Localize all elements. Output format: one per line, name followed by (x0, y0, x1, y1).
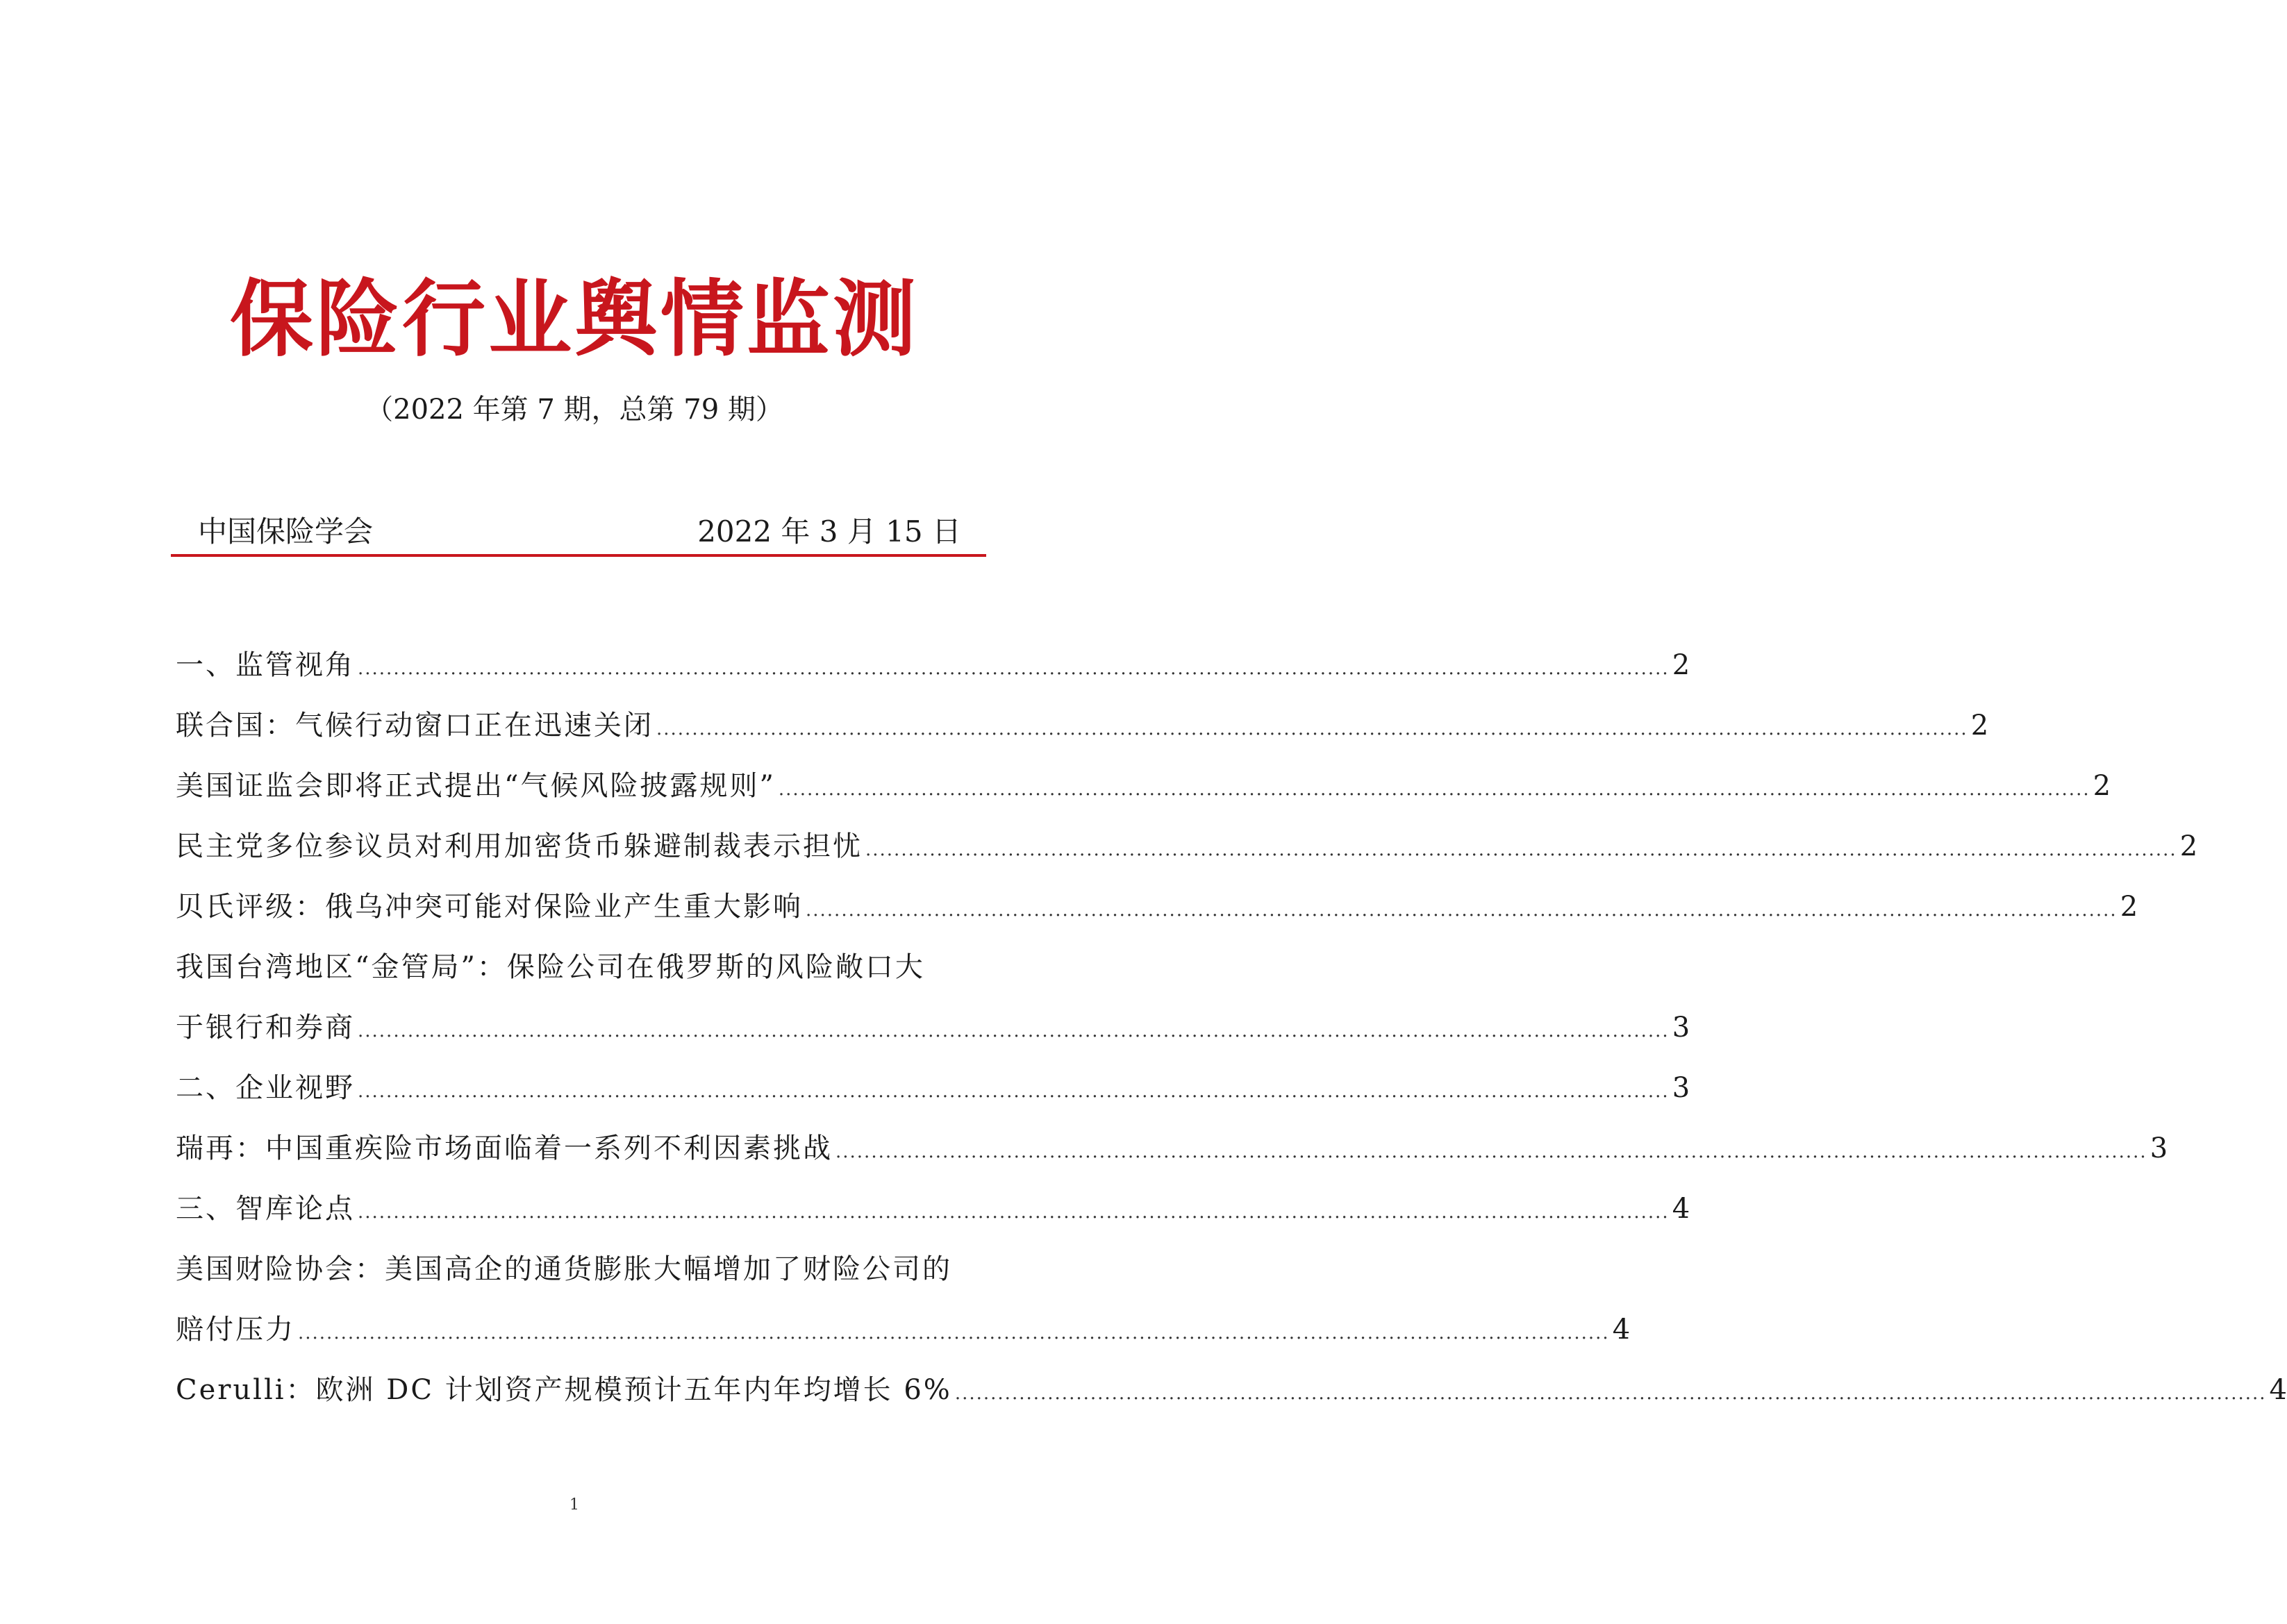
toc-entry-title: 于银行和券商 (176, 1012, 355, 1044)
toc-entry[interactable] (176, 1058, 1690, 1119)
toc-leader-dots: ........................................................................................................................................................................................ (358, 1021, 1670, 1041)
toc-leader-dots: ........................................................................................................................................................................................ (954, 1383, 2267, 1404)
toc-entry-title: 一、监管视角 (176, 649, 355, 681)
toc-entry-page: 2 (2179, 830, 2198, 862)
toc-entry[interactable] (176, 756, 2111, 817)
document-title: 保险行业舆情监测 (230, 270, 919, 368)
toc-entry-page: 4 (2269, 1374, 2287, 1406)
table-of-contents (176, 635, 2287, 1421)
toc-entry-page: 4 (1612, 1314, 1631, 1346)
toc-entry-first-line[interactable]: 我国台湾地区“金管局”：保险公司在俄罗斯的风险敞口大 (176, 951, 925, 983)
toc-leader-dots: ........................................................................................................................................................................................ (358, 658, 1670, 679)
toc-entry-page: 3 (1672, 1012, 1690, 1044)
toc-entry-title: 民主党多位参议员对利用加密货币躲避制裁表示担忧 (176, 830, 863, 862)
toc-entry-page: 3 (2149, 1132, 2168, 1164)
toc-entry-title: 美国证监会即将正式提出“气候风险披露规则” (176, 770, 776, 802)
toc-entry[interactable] (176, 998, 1690, 1058)
toc-leader-dots: ........................................................................................................................................................................................ (298, 1323, 1610, 1343)
toc-entry-title: Cerulli：欧洲 DC 计划资产规模预计五年内年均增长 6% (176, 1374, 952, 1406)
toc-entry-title: 贝氏评级：俄乌冲突可能对保险业产生重大影响 (176, 891, 803, 923)
toc-entry-page: 2 (1672, 649, 1690, 681)
toc-entry-page: 2 (2120, 891, 2138, 923)
toc-entry-page: 2 (1970, 710, 1989, 742)
toc-leader-dots: ........................................................................................................................................................................................ (358, 1081, 1670, 1102)
issue-info: （2022 年第 7 期，总第 79 期） (365, 394, 783, 426)
toc-entry-title: 三、智库论点 (176, 1193, 355, 1225)
toc-entry[interactable] (176, 696, 1989, 756)
toc-entry[interactable] (176, 635, 1690, 696)
toc-entry-title: 联合国：气候行动窗口正在迅速关闭 (176, 710, 654, 742)
toc-entry[interactable] (176, 817, 2198, 877)
toc-leader-dots: ........................................................................................................................................................................................ (358, 1202, 1670, 1223)
toc-entry-page: 3 (1672, 1072, 1690, 1104)
organization-name: 中国保险学会 (198, 514, 374, 549)
toc-leader-dots: ........................................................................................................................................................................................ (806, 900, 2118, 921)
toc-entry-first-line[interactable]: 美国财险协会：美国高企的通货膨胀大幅增加了财险公司的 (176, 1253, 952, 1285)
toc-leader-dots: ........................................................................................................................................................................................ (835, 1141, 2147, 1162)
toc-entry[interactable] (176, 877, 2138, 937)
toc-entry[interactable] (176, 1360, 2287, 1421)
toc-entry-title: 瑞再：中国重疾险市场面临着一系列不利因素挑战 (176, 1132, 833, 1164)
publication-date: 2022 年 3 月 15 日 (697, 514, 961, 549)
toc-leader-dots: ........................................................................................................................................................................................ (656, 719, 1968, 739)
header-divider (171, 554, 986, 557)
toc-leader-dots: ........................................................................................................................................................................................ (865, 839, 2177, 860)
toc-entry-title: 赔付压力 (176, 1314, 295, 1346)
page-number: 1 (569, 1496, 579, 1514)
toc-entry-title: 二、企业视野 (176, 1072, 355, 1104)
toc-entry[interactable] (176, 1300, 1631, 1360)
toc-entry-page: 4 (1672, 1193, 1690, 1225)
toc-entry-page: 2 (2093, 770, 2111, 802)
toc-entry[interactable] (176, 1179, 1690, 1239)
toc-leader-dots: ........................................................................................................................................................................................ (778, 779, 2090, 800)
toc-entry[interactable] (176, 1119, 2168, 1179)
